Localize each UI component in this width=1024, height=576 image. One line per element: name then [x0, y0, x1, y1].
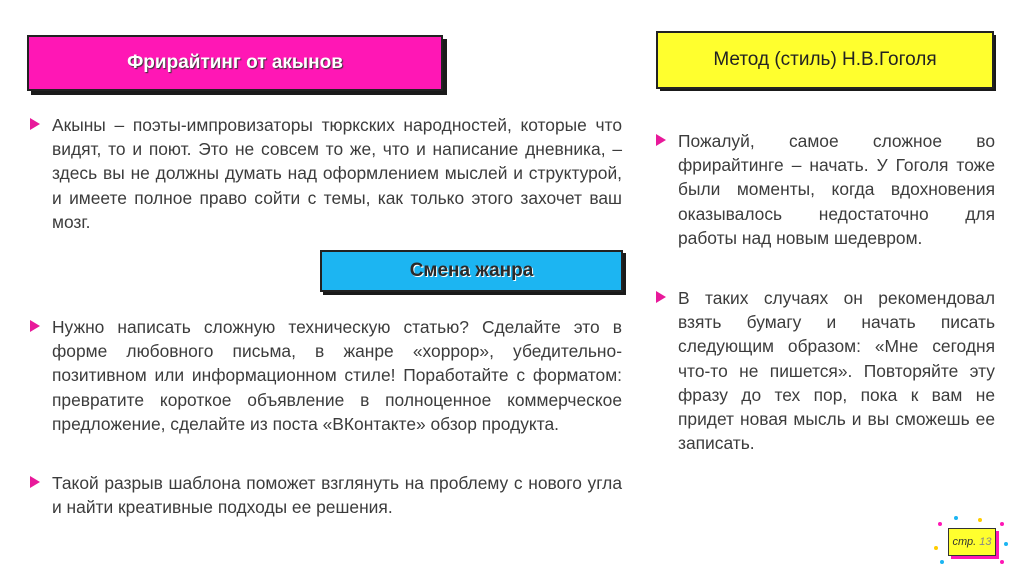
triangle-bullet-icon	[30, 320, 40, 332]
triangle-bullet-icon	[656, 134, 666, 146]
bullet-pattern-break	[30, 471, 622, 519]
confetti-dot	[940, 560, 944, 564]
confetti-dot	[1004, 542, 1008, 546]
bullet-gogol-advice	[656, 286, 995, 455]
bullet-gogol-start	[656, 129, 995, 250]
page-number-badge	[934, 516, 1010, 568]
page-number-box	[948, 528, 996, 556]
bullet-technical-article	[30, 315, 622, 436]
bullet-text: В таких случаях он рекомендовал взять бумагу и начать писать следующим образом: «Мне сегодня что-то не пишется». Повторяйте эту фразу до тех пор, пока к вам не придет новая мысль и вы сможешь ее записать.	[678, 288, 995, 454]
bullet-text: Такой разрыв шаблона поможет взглянуть на проблему с нового угла и найти креативные подходы ее решения.	[52, 473, 622, 518]
header-freewriting-akyns	[27, 35, 443, 91]
header-right-title: Метод (стиль) Н.В.Гоголя	[713, 49, 937, 70]
bullet-text: Акыны – поэты-импровизаторы тюркских народностей, которые что видят, то и поют. Это не совсем то же, что и написание дневника, – здесь вы не должны думать над оформлением мыслей и структурой, и имеете полное право сойти с темы, как только этого захочет ваш мозг.	[52, 115, 622, 232]
page-number: 13	[979, 536, 992, 548]
triangle-bullet-icon	[30, 118, 40, 130]
confetti-dot	[1000, 522, 1004, 526]
confetti-dot	[934, 546, 938, 550]
triangle-bullet-icon	[30, 476, 40, 488]
header-middle-title: Смена жанра	[409, 260, 534, 281]
confetti-dot	[978, 518, 982, 522]
page-label: стр.	[952, 536, 977, 548]
bullet-text: Пожалуй, самое сложное во фрирайтинге – начать. У Гоголя тоже были моменты, когда вдохновения оказывалось недостаточно для работы над новым шедевром.	[678, 131, 995, 248]
header-gogol-method	[656, 31, 994, 89]
header-genre-change	[320, 250, 623, 292]
bullet-akyns	[30, 113, 622, 234]
triangle-bullet-icon	[656, 291, 666, 303]
confetti-dot	[954, 516, 958, 520]
confetti-dot	[938, 522, 942, 526]
confetti-dot	[1000, 560, 1004, 564]
bullet-text: Нужно написать сложную техническую статью? Сделайте это в форме любовного письма, в жанре «хоррор», убедительно-позитивном или информационном стиле! Поработайте с форматом: превратите короткое объявление в полноценное коммерческое предложение, сделайте из поста «ВКонтакте» обзор продукта.	[52, 317, 622, 434]
header-left-title: Фрирайтинг от акынов	[127, 52, 343, 73]
